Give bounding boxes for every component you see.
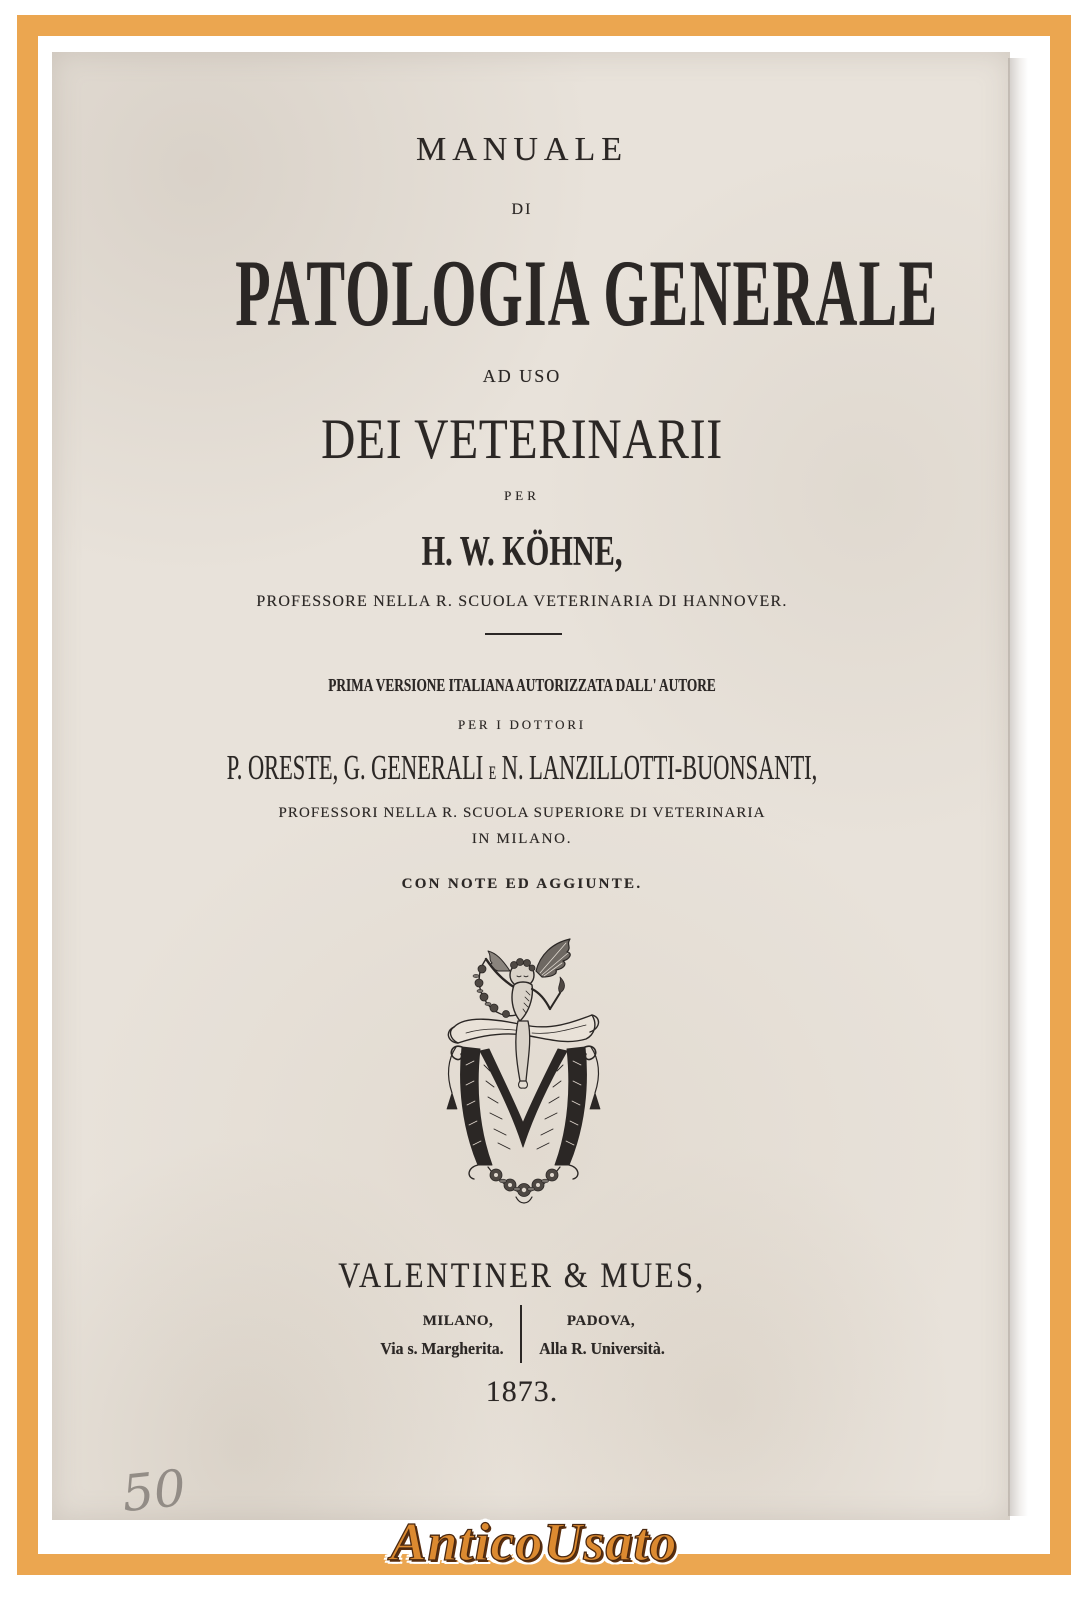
publication-year: 1873. [485,1375,559,1408]
page-edge-shadow [1008,58,1028,1516]
location-city-milano: MILANO, [422,1313,494,1329]
translators-city: IN MILANO. [471,831,573,847]
author-name: H. W. KÖHNE, [421,529,623,575]
translators-names [221,750,823,785]
translators-affiliation: PROFESSORI NELLA R. SCUOLA SUPERIORE DI VETERINARIA [278,805,766,821]
edition-statement: PRIMA VERSIONE ITALIANA AUTORIZZATA DALL' AUTORE [328,675,716,695]
separator-rule [485,633,562,635]
heading: MANUALE [416,131,628,168]
translators-conjunction: E [488,763,497,784]
author-affiliation: PROFESSORE NELLA R. SCUOLA VETERINARIA DI HANNOVER. [256,593,788,610]
printer-monogram-emblem-icon [436,935,611,1210]
translators-intro: PER I DOTTORI [458,717,586,732]
location-city-padova: PADOVA, [566,1313,636,1329]
handwritten-pencil-note: 50 [119,1458,189,1524]
usage-line: AD USO [482,366,562,386]
notes-statement: CON NOTE ED AGGIUNTE. [401,876,643,892]
book-title: PATOLOGIA GENERALE [235,240,939,346]
book-subtitle: DEI VETERINARII [321,408,723,471]
author-intro: PER [504,488,540,503]
location-divider [520,1305,522,1363]
location-address-milano: Via s. Margherita. [380,1339,504,1358]
translators-second: N. LANZILLOTTI-BUONSANTI, [501,748,818,787]
location-address-padova: Alla R. Università. [539,1339,665,1358]
translators-first: P. ORESTE, G. GENERALI [226,748,484,787]
heading-connector: DI [511,201,533,218]
watermark-logo: AnticoUsato [390,1512,678,1572]
publisher-name: VALENTINER & MUES, [338,1255,706,1295]
